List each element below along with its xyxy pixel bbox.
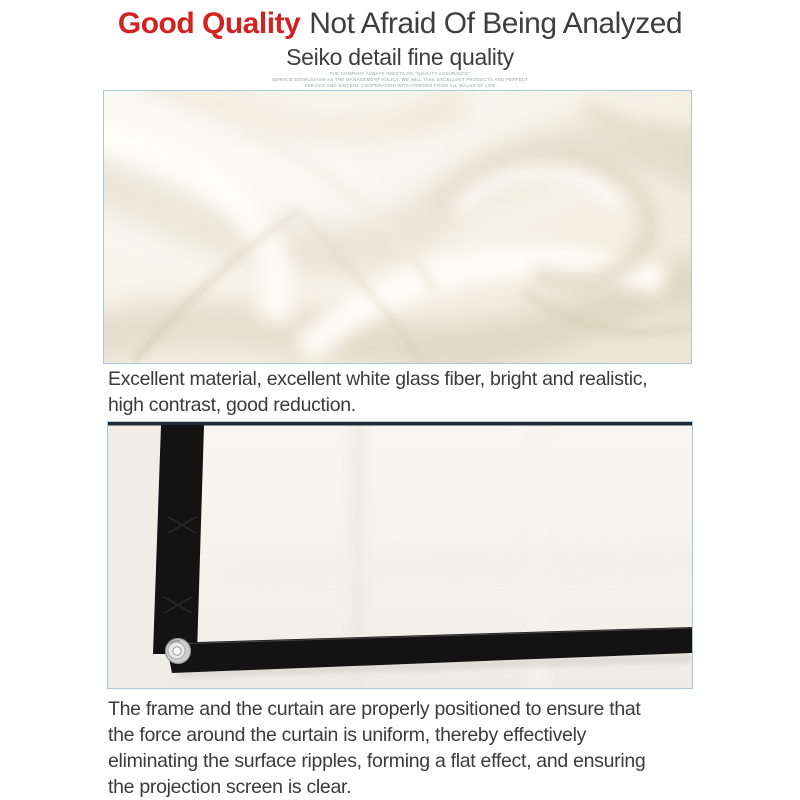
fine-print-line: SERVICE AND SINCERE COOPERATION WITH FRIENDS FROM ALL WALKS OF LIFE	[304, 83, 496, 88]
caption-line: The frame and the curtain are properly positioned to ensure that	[108, 698, 641, 720]
black-border-strip-vertical	[153, 425, 204, 654]
caption-line: the force around the curtain is uniform, thereby effectively	[108, 724, 587, 746]
screen-top-edge	[108, 422, 692, 426]
grommet	[166, 639, 191, 664]
satin-fabric-photo	[103, 90, 692, 364]
screen-corner-image	[108, 422, 692, 688]
screen-corner-photo	[107, 421, 693, 689]
caption-line: eliminating the surface ripples, forming a flat effect, and ensuring	[108, 750, 646, 772]
caption-line: high contrast, good reduction.	[108, 394, 356, 416]
quality-badge: Good Quality	[117, 7, 301, 40]
page-subtitle: Seiko detail fine quality	[286, 44, 514, 70]
page-header	[0, 6, 800, 47]
fine-print-line: THE COMPANY ALWAYS INSISTS ON "QUALITY ASSURANCE"	[329, 71, 471, 76]
satin-fabric-image	[104, 91, 691, 363]
caption-line: the projection screen is clear.	[108, 776, 352, 798]
page-title: Not Afraid Of Being Analyzed	[309, 7, 683, 40]
caption-line: Excellent material, excellent white glass fiber, bright and realistic,	[108, 368, 648, 390]
fine-print	[0, 71, 800, 89]
material-caption	[108, 366, 647, 418]
fine-print-line: SERVICE ENTHUSIASM AS THE MANAGEMENT POLICY, WE WILL TAKE EXCELLENT PRODUCTS AND PERFECT	[271, 77, 529, 82]
frame-caption	[108, 696, 645, 800]
